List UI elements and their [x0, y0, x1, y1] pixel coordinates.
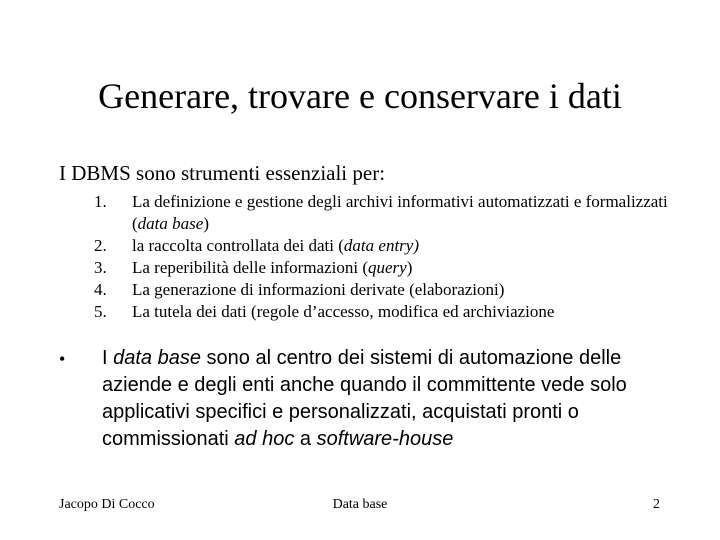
- bullet-text: [102, 345, 679, 453]
- text-run: ): [203, 214, 209, 233]
- text-run: La definizione e gestione degli archivi informativi automatizzati e formalizzati (: [132, 192, 668, 233]
- text-run: La tutela dei dati (regole d’accesso, modifica ed archiviazione: [132, 302, 555, 321]
- text-run: La generazione di informazioni derivate (elaborazioni): [132, 280, 505, 299]
- list-item-text: [132, 279, 694, 301]
- text-run: ): [406, 258, 413, 277]
- footer-author: Jacopo Di Cocco: [59, 497, 155, 512]
- italic-text: query: [368, 258, 407, 277]
- text-run: sono al centro dei sistemi di automazione delle aziende e degli enti anche quando il committente vede solo applicativi specifici e personalizzati, acquistati pronti o commissionati: [102, 347, 627, 450]
- italic-text: data base: [113, 347, 201, 369]
- italic-text: ad hoc: [234, 428, 295, 450]
- list-item: [94, 257, 694, 279]
- slide-title: Generare, trovare e conservare i dati: [98, 76, 622, 116]
- bullet-icon: •: [59, 349, 66, 369]
- italic-text: software-house: [316, 428, 454, 450]
- italic-text: data entry): [343, 236, 419, 255]
- numbered-list: [94, 191, 694, 323]
- list-item-number: 2.: [94, 236, 107, 255]
- text-run: I: [102, 347, 114, 369]
- list-item-text: [132, 301, 694, 323]
- list-item: [94, 301, 694, 323]
- list-item-number: 5.: [94, 302, 107, 321]
- list-item-text: [132, 235, 694, 257]
- list-item: [94, 279, 694, 301]
- footer-topic: Data base: [332, 497, 388, 512]
- list-item: [94, 235, 694, 257]
- intro-text: I DBMS sono strumenti essenziali per:: [59, 161, 386, 185]
- list-item-text: [132, 191, 694, 235]
- list-item-number: 4.: [94, 280, 107, 299]
- text-run: La reperibilità delle informazioni (: [132, 258, 369, 277]
- list-item-text: [132, 257, 694, 279]
- text-run: la raccolta controllata dei dati (: [132, 236, 344, 255]
- list-item-number: 3.: [94, 258, 107, 277]
- footer-page-number: 2: [653, 497, 660, 512]
- list-item-number: 1.: [94, 192, 107, 211]
- list-item: [94, 191, 694, 235]
- bullet-item: [59, 345, 679, 453]
- italic-text: data base: [137, 214, 204, 233]
- text-run: a: [294, 428, 317, 450]
